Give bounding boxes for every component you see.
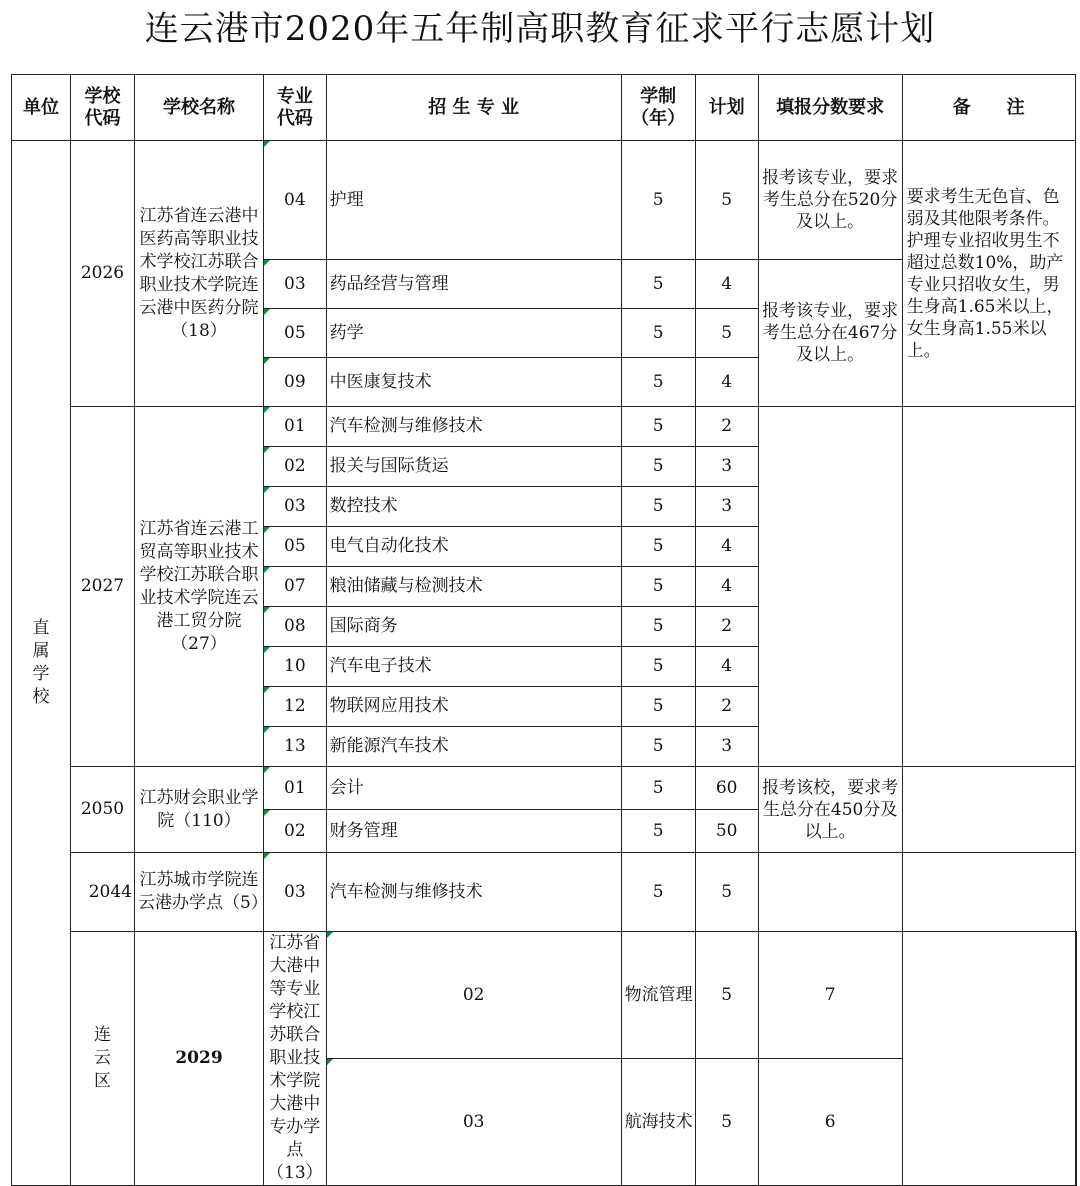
- header-school-code: 学校 代码: [71, 75, 135, 141]
- remarks: [902, 853, 1075, 932]
- header-unit: 单位: [12, 75, 71, 141]
- major-name: 汽车电子技术: [326, 647, 621, 687]
- remarks: 要求考生无色盲、色弱及其他限考条件。护理专业招收男生不超过总数10%，助产专业只招收女生，男生身高1.65米以上，女生身高1.55米以上。: [902, 141, 1075, 407]
- school-code: 2027: [71, 407, 135, 767]
- table-row: [12, 407, 1077, 447]
- header-school-name: 学校名称: [135, 75, 264, 141]
- major-code: 03: [326, 1059, 621, 1186]
- major-name: 物流管理: [621, 932, 695, 1059]
- major-code: 02: [264, 810, 327, 853]
- plan: 3: [695, 447, 758, 487]
- duration: 5: [621, 260, 695, 309]
- header-major: 招 生 专 业: [326, 75, 621, 141]
- plan: 7: [758, 932, 902, 1059]
- school-code: 2026: [71, 141, 135, 407]
- school-code: 2050: [71, 767, 135, 853]
- duration: 5: [621, 853, 695, 932]
- plan: 5: [695, 141, 758, 260]
- major-code: 12: [264, 687, 327, 727]
- plan: 2: [695, 407, 758, 447]
- score-requirement: 报考该校，要求考生总分在450分及以上。: [758, 767, 902, 853]
- plan: 5: [695, 309, 758, 358]
- plan: 2: [695, 607, 758, 647]
- major-name: 国际商务: [326, 607, 621, 647]
- duration: 5: [621, 607, 695, 647]
- duration: 5: [621, 687, 695, 727]
- duration: 5: [621, 407, 695, 447]
- major-code: 01: [264, 767, 327, 810]
- unit-cell-direct: 直属学校: [12, 141, 71, 1186]
- major-code: 05: [264, 309, 327, 358]
- plan: 5: [695, 853, 758, 932]
- duration: 5: [621, 567, 695, 607]
- plan: 2: [695, 687, 758, 727]
- major-name: 航海技术: [621, 1059, 695, 1186]
- header-score-requirement: 填报分数要求: [758, 75, 902, 141]
- score-requirement: [758, 853, 902, 932]
- duration: 5: [621, 309, 695, 358]
- major-code: 05: [264, 527, 327, 567]
- major-code: 08: [264, 607, 327, 647]
- school-name: 江苏城市学院连云港办学点（5）: [135, 853, 264, 932]
- major-code: 03: [264, 260, 327, 309]
- header-duration: 学制 （年）: [621, 75, 695, 141]
- remarks: [902, 767, 1075, 853]
- duration: 5: [621, 727, 695, 767]
- duration: 5: [621, 447, 695, 487]
- header-remarks: 备 注: [902, 75, 1075, 141]
- major-code: 04: [264, 141, 327, 260]
- major-name: 药品经营与管理: [326, 260, 621, 309]
- school-name: 江苏省连云港中医药高等职业技术学校江苏联合职业技术学院连云港中医药分院（18）: [135, 141, 264, 407]
- remarks: [1075, 932, 1076, 1186]
- header-plan: 计划: [695, 75, 758, 141]
- table-row: [12, 932, 1077, 1059]
- school-code: 2029: [135, 932, 264, 1186]
- major-name: 新能源汽车技术: [326, 727, 621, 767]
- score-requirement: 报考该专业，要求考生总分在467分及以上。: [758, 260, 902, 407]
- page-title: 连云港市2020年五年制高职教育征求平行志愿计划: [144, 9, 936, 49]
- major-name: 护理: [326, 141, 621, 260]
- school-name: 江苏省连云港工贸高等职业技术学校江苏联合职业技术学院连云港工贸分院（27）: [135, 407, 264, 767]
- duration: 5: [621, 810, 695, 853]
- major-name: 汽车检测与维修技术: [326, 407, 621, 447]
- duration: 5: [621, 141, 695, 260]
- duration: 5: [695, 1059, 758, 1186]
- major-code: 03: [264, 487, 327, 527]
- score-requirement: [758, 407, 902, 767]
- major-code: 09: [264, 358, 327, 407]
- major-code: 13: [264, 727, 327, 767]
- major-code: 01: [264, 407, 327, 447]
- plan: 3: [695, 727, 758, 767]
- major-name: 财务管理: [326, 810, 621, 853]
- major-name: 数控技术: [326, 487, 621, 527]
- remarks: [902, 407, 1075, 767]
- duration: 5: [621, 487, 695, 527]
- header-major-code: 专业 代码: [264, 75, 327, 141]
- plan: 4: [695, 567, 758, 607]
- school-name: 江苏财会职业学院（110）: [135, 767, 264, 853]
- duration: 5: [621, 767, 695, 810]
- score-requirement: [902, 932, 1075, 1186]
- major-name: 会计: [326, 767, 621, 810]
- score-requirement: 报考该专业，要求考生总分在520分及以上。: [758, 141, 902, 260]
- major-name: 中医康复技术: [326, 358, 621, 407]
- school-code: 2044: [71, 853, 135, 932]
- unit-cell-lianyun: 连云区: [71, 932, 135, 1186]
- duration: 5: [621, 527, 695, 567]
- plan: 4: [695, 358, 758, 407]
- major-name: 报关与国际货运: [326, 447, 621, 487]
- school-name: 江苏省大港中等专业学校江苏联合职业技术学院大港中专办学点（13）: [264, 932, 327, 1186]
- plan: 4: [695, 527, 758, 567]
- major-code: 03: [264, 853, 327, 932]
- duration: 5: [621, 358, 695, 407]
- table-row: [12, 767, 1077, 810]
- plan: 50: [695, 810, 758, 853]
- major-name: 汽车检测与维修技术: [326, 853, 621, 932]
- duration: 5: [695, 932, 758, 1059]
- plan: 4: [695, 260, 758, 309]
- table-row: [12, 853, 1077, 932]
- plan: 60: [695, 767, 758, 810]
- plan: 4: [695, 647, 758, 687]
- plan: 3: [695, 487, 758, 527]
- major-name: 粮油储藏与检测技术: [326, 567, 621, 607]
- major-name: 物联网应用技术: [326, 687, 621, 727]
- major-code: 07: [264, 567, 327, 607]
- major-code: 10: [264, 647, 327, 687]
- enrollment-plan-table: [11, 74, 1077, 1186]
- major-code: 02: [326, 932, 621, 1059]
- plan: 6: [758, 1059, 902, 1186]
- major-code: 02: [264, 447, 327, 487]
- major-name: 电气自动化技术: [326, 527, 621, 567]
- table-row: [12, 141, 1077, 260]
- major-name: 药学: [326, 309, 621, 358]
- duration: 5: [621, 647, 695, 687]
- header-row: [12, 75, 1077, 141]
